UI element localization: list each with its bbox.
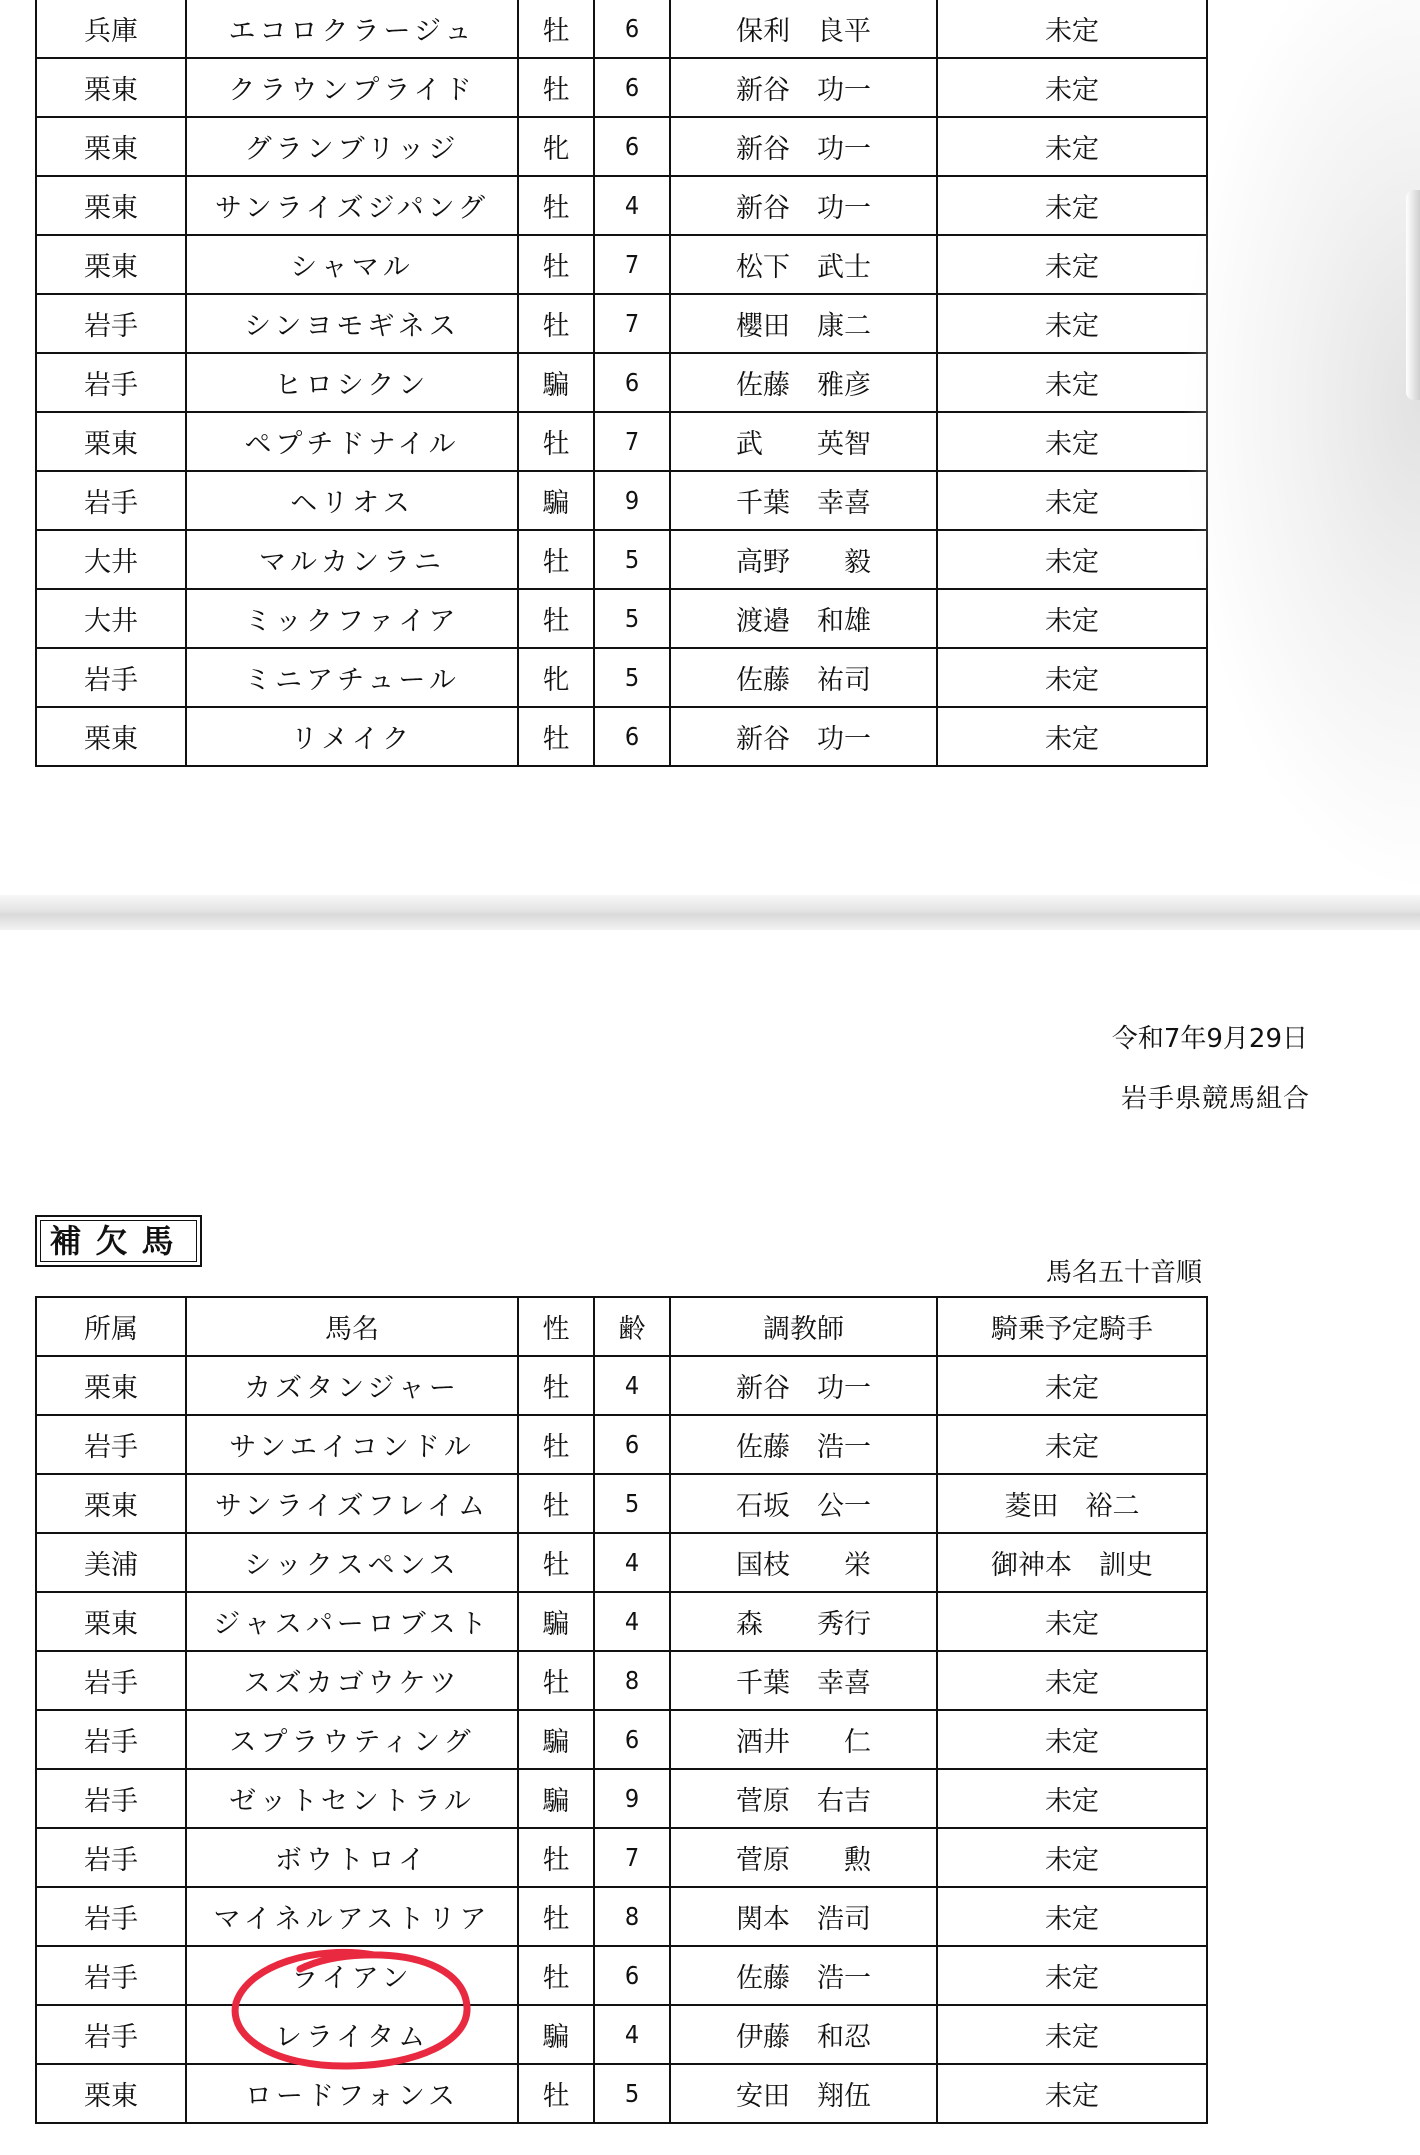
cell-affiliation: 岩手 bbox=[36, 1651, 186, 1710]
cell-age: 5 bbox=[594, 589, 670, 648]
cell-affiliation: 栗東 bbox=[36, 2064, 186, 2123]
cell-trainer: 石坂 公一 bbox=[670, 1474, 937, 1533]
page-shadow bbox=[1180, 0, 1420, 895]
cell-age: 6 bbox=[594, 707, 670, 766]
cell-sex: 牡 bbox=[518, 235, 594, 294]
cell-affiliation: 栗東 bbox=[36, 412, 186, 471]
cell-affiliation: 栗東 bbox=[36, 58, 186, 117]
cell-trainer: 高野 毅 bbox=[670, 530, 937, 589]
cell-age: 7 bbox=[594, 294, 670, 353]
cell-horse: シックスペンス bbox=[186, 1533, 518, 1592]
table-row bbox=[36, 1533, 1207, 1592]
cell-age: 4 bbox=[594, 176, 670, 235]
cell-jockey: 未定 bbox=[937, 1710, 1207, 1769]
cell-sex: 牡 bbox=[518, 0, 594, 58]
cell-trainer: 関本 浩司 bbox=[670, 1887, 937, 1946]
cell-age: 6 bbox=[594, 117, 670, 176]
cell-jockey: 未定 bbox=[937, 58, 1207, 117]
cell-sex: 牡 bbox=[518, 58, 594, 117]
cell-sex: 牡 bbox=[518, 1887, 594, 1946]
cell-age: 6 bbox=[594, 353, 670, 412]
cell-age: 5 bbox=[594, 2064, 670, 2123]
cell-affiliation: 大井 bbox=[36, 589, 186, 648]
cell-affiliation: 栗東 bbox=[36, 1356, 186, 1415]
cell-sex: 牡 bbox=[518, 589, 594, 648]
cell-trainer: 国枝 栄 bbox=[670, 1533, 937, 1592]
cell-jockey: 未定 bbox=[937, 176, 1207, 235]
cell-affiliation: 栗東 bbox=[36, 707, 186, 766]
table-row bbox=[36, 2005, 1207, 2064]
cell-affiliation: 岩手 bbox=[36, 1828, 186, 1887]
cell-trainer: 新谷 功一 bbox=[670, 176, 937, 235]
cell-horse: カズタンジャー bbox=[186, 1356, 518, 1415]
cell-affiliation: 岩手 bbox=[36, 353, 186, 412]
cell-horse: シャマル bbox=[186, 235, 518, 294]
cell-jockey: 未定 bbox=[937, 707, 1207, 766]
page-separator bbox=[0, 895, 1420, 930]
cell-jockey: 未定 bbox=[937, 530, 1207, 589]
header-jockey: 騎乗予定騎手 bbox=[937, 1297, 1207, 1356]
cell-age: 6 bbox=[594, 58, 670, 117]
cell-trainer: 千葉 幸喜 bbox=[670, 471, 937, 530]
cell-age: 4 bbox=[594, 1592, 670, 1651]
cell-jockey: 未定 bbox=[937, 1828, 1207, 1887]
cell-horse: ライアン bbox=[186, 1946, 518, 2005]
cell-affiliation: 岩手 bbox=[36, 1887, 186, 1946]
cell-horse: クラウンプライド bbox=[186, 58, 518, 117]
table-row bbox=[36, 412, 1207, 471]
organization-name: 岩手県競馬組合 bbox=[1120, 1084, 1310, 1114]
header-sex: 性 bbox=[518, 1297, 594, 1356]
cell-affiliation: 岩手 bbox=[36, 648, 186, 707]
cell-affiliation: 岩手 bbox=[36, 1710, 186, 1769]
header-age: 齢 bbox=[594, 1297, 670, 1356]
cell-trainer: 森 秀行 bbox=[670, 1592, 937, 1651]
table-row bbox=[36, 530, 1207, 589]
cell-horse: エコロクラージュ bbox=[186, 0, 518, 58]
cell-sex: 騙 bbox=[518, 1710, 594, 1769]
cell-horse: スズカゴウケツ bbox=[186, 1651, 518, 1710]
cell-jockey: 未定 bbox=[937, 1592, 1207, 1651]
cell-affiliation: 栗東 bbox=[36, 1474, 186, 1533]
cell-affiliation: 岩手 bbox=[36, 294, 186, 353]
cell-sex: 騙 bbox=[518, 2005, 594, 2064]
cell-age: 5 bbox=[594, 648, 670, 707]
cell-age: 8 bbox=[594, 1651, 670, 1710]
cell-jockey: 未定 bbox=[937, 0, 1207, 58]
cell-age: 9 bbox=[594, 1769, 670, 1828]
cell-age: 4 bbox=[594, 2005, 670, 2064]
cell-trainer: 佐藤 雅彦 bbox=[670, 353, 937, 412]
cell-age: 6 bbox=[594, 0, 670, 58]
cell-trainer: 保利 良平 bbox=[670, 0, 937, 58]
cell-affiliation: 岩手 bbox=[36, 2005, 186, 2064]
cell-horse: ロードフォンス bbox=[186, 2064, 518, 2123]
header-trainer: 調教師 bbox=[670, 1297, 937, 1356]
cell-sex: 騙 bbox=[518, 471, 594, 530]
cell-trainer: 千葉 幸喜 bbox=[670, 1651, 937, 1710]
cell-age: 8 bbox=[594, 1887, 670, 1946]
cell-jockey: 菱田 裕二 bbox=[937, 1474, 1207, 1533]
cell-jockey: 未定 bbox=[937, 1415, 1207, 1474]
cell-trainer: 伊藤 和忍 bbox=[670, 2005, 937, 2064]
cell-affiliation: 岩手 bbox=[36, 1415, 186, 1474]
table-row bbox=[36, 707, 1207, 766]
entries-table bbox=[35, 0, 1208, 767]
cell-age: 4 bbox=[594, 1356, 670, 1415]
cell-sex: 牡 bbox=[518, 707, 594, 766]
table-row bbox=[36, 1474, 1207, 1533]
cell-jockey: 未定 bbox=[937, 353, 1207, 412]
cell-affiliation: 栗東 bbox=[36, 235, 186, 294]
cell-sex: 牡 bbox=[518, 1415, 594, 1474]
cell-affiliation: 岩手 bbox=[36, 471, 186, 530]
cell-trainer: 松下 武士 bbox=[670, 235, 937, 294]
table-row bbox=[36, 176, 1207, 235]
cell-age: 9 bbox=[594, 471, 670, 530]
cell-sex: 牡 bbox=[518, 530, 594, 589]
cell-horse: サンエイコンドル bbox=[186, 1415, 518, 1474]
cell-jockey: 未定 bbox=[937, 2005, 1207, 2064]
cell-sex: 牡 bbox=[518, 1946, 594, 2005]
cell-affiliation: 大井 bbox=[36, 530, 186, 589]
cell-jockey: 未定 bbox=[937, 235, 1207, 294]
table-row bbox=[36, 235, 1207, 294]
cell-horse: マルカンラニ bbox=[186, 530, 518, 589]
table-row bbox=[36, 353, 1207, 412]
cell-affiliation: 栗東 bbox=[36, 117, 186, 176]
cell-trainer: 安田 翔伍 bbox=[670, 2064, 937, 2123]
page-1 bbox=[0, 0, 1420, 895]
cell-horse: ミニアチュール bbox=[186, 648, 518, 707]
cell-affiliation: 岩手 bbox=[36, 1769, 186, 1828]
cell-trainer: 武 英智 bbox=[670, 412, 937, 471]
cell-jockey: 未定 bbox=[937, 589, 1207, 648]
table-row bbox=[36, 1592, 1207, 1651]
cell-horse: レライタム bbox=[186, 2005, 518, 2064]
cell-jockey: 未定 bbox=[937, 1356, 1207, 1415]
cell-horse: マイネルアストリア bbox=[186, 1887, 518, 1946]
cell-trainer: 新谷 功一 bbox=[670, 1356, 937, 1415]
cell-sex: 牡 bbox=[518, 2064, 594, 2123]
section-title: 補欠馬 bbox=[35, 1215, 202, 1267]
cell-age: 7 bbox=[594, 235, 670, 294]
table-row bbox=[36, 1828, 1207, 1887]
cell-affiliation: 栗東 bbox=[36, 176, 186, 235]
table-row bbox=[36, 1887, 1207, 1946]
cell-affiliation: 美浦 bbox=[36, 1533, 186, 1592]
cell-affiliation: 兵庫 bbox=[36, 0, 186, 58]
cell-trainer: 酒井 仁 bbox=[670, 1710, 937, 1769]
cell-sex: 牡 bbox=[518, 1533, 594, 1592]
table-row bbox=[36, 0, 1207, 58]
cell-sex: 牡 bbox=[518, 294, 594, 353]
cell-age: 6 bbox=[594, 1710, 670, 1769]
table-row bbox=[36, 648, 1207, 707]
page-2 bbox=[0, 930, 1420, 2155]
table-row bbox=[36, 1946, 1207, 2005]
document-date: 令和7年9月29日 bbox=[1111, 1024, 1308, 1054]
cell-trainer: 渡邉 和雄 bbox=[670, 589, 937, 648]
cell-horse: リメイク bbox=[186, 707, 518, 766]
cell-sex: 牡 bbox=[518, 1474, 594, 1533]
table-row bbox=[36, 589, 1207, 648]
cell-trainer: 佐藤 浩一 bbox=[670, 1415, 937, 1474]
table-row bbox=[36, 117, 1207, 176]
cell-horse: ヘリオス bbox=[186, 471, 518, 530]
table-row bbox=[36, 2064, 1207, 2123]
cell-age: 6 bbox=[594, 1946, 670, 2005]
scroll-edge bbox=[1406, 190, 1420, 400]
header-affiliation: 所属 bbox=[36, 1297, 186, 1356]
cell-age: 5 bbox=[594, 1474, 670, 1533]
cell-jockey: 未定 bbox=[937, 412, 1207, 471]
cell-sex: 牝 bbox=[518, 648, 594, 707]
reserve-horses-table bbox=[35, 1296, 1208, 2124]
cell-age: 5 bbox=[594, 530, 670, 589]
cell-jockey: 未定 bbox=[937, 471, 1207, 530]
cell-horse: シンヨモギネス bbox=[186, 294, 518, 353]
cell-sex: 牡 bbox=[518, 1651, 594, 1710]
cell-horse: ジャスパーロブスト bbox=[186, 1592, 518, 1651]
cell-jockey: 未定 bbox=[937, 1946, 1207, 2005]
table-header-row bbox=[36, 1297, 1207, 1356]
cell-sex: 牡 bbox=[518, 1828, 594, 1887]
cell-horse: サンライズフレイム bbox=[186, 1474, 518, 1533]
table-row bbox=[36, 1769, 1207, 1828]
cell-trainer: 菅原 右吉 bbox=[670, 1769, 937, 1828]
cell-horse: サンライズジパング bbox=[186, 176, 518, 235]
cell-age: 7 bbox=[594, 1828, 670, 1887]
cell-sex: 牡 bbox=[518, 412, 594, 471]
cell-jockey: 未定 bbox=[937, 1769, 1207, 1828]
order-note: 馬名五十音順 bbox=[1045, 1258, 1202, 1288]
table-row bbox=[36, 58, 1207, 117]
table-row bbox=[36, 1710, 1207, 1769]
cell-horse: ボウトロイ bbox=[186, 1828, 518, 1887]
cell-jockey: 未定 bbox=[937, 117, 1207, 176]
cell-sex: 騙 bbox=[518, 1769, 594, 1828]
cell-jockey: 未定 bbox=[937, 1651, 1207, 1710]
table-row bbox=[36, 1356, 1207, 1415]
cell-trainer: 新谷 功一 bbox=[670, 117, 937, 176]
cell-jockey: 未定 bbox=[937, 294, 1207, 353]
cell-affiliation: 岩手 bbox=[36, 1946, 186, 2005]
cell-sex: 牝 bbox=[518, 117, 594, 176]
cell-affiliation: 栗東 bbox=[36, 1592, 186, 1651]
cell-horse: スプラウティング bbox=[186, 1710, 518, 1769]
cell-sex: 牡 bbox=[518, 1356, 594, 1415]
table-row bbox=[36, 294, 1207, 353]
cell-age: 4 bbox=[594, 1533, 670, 1592]
cell-jockey: 未定 bbox=[937, 1887, 1207, 1946]
cell-sex: 牡 bbox=[518, 176, 594, 235]
cell-trainer: 新谷 功一 bbox=[670, 58, 937, 117]
cell-sex: 騙 bbox=[518, 1592, 594, 1651]
cell-horse: ヒロシクン bbox=[186, 353, 518, 412]
cell-trainer: 菅原 勲 bbox=[670, 1828, 937, 1887]
cell-jockey: 未定 bbox=[937, 2064, 1207, 2123]
cell-trainer: 佐藤 浩一 bbox=[670, 1946, 937, 2005]
cell-jockey: 未定 bbox=[937, 648, 1207, 707]
table-row bbox=[36, 1651, 1207, 1710]
cell-horse: ペプチドナイル bbox=[186, 412, 518, 471]
cell-age: 6 bbox=[594, 1415, 670, 1474]
cell-horse: グランブリッジ bbox=[186, 117, 518, 176]
cell-horse: ゼットセントラル bbox=[186, 1769, 518, 1828]
cell-age: 7 bbox=[594, 412, 670, 471]
cell-horse: ミックファイア bbox=[186, 589, 518, 648]
cell-sex: 騙 bbox=[518, 353, 594, 412]
cell-trainer: 櫻田 康二 bbox=[670, 294, 937, 353]
cell-trainer: 新谷 功一 bbox=[670, 707, 937, 766]
cell-trainer: 佐藤 祐司 bbox=[670, 648, 937, 707]
header-horse: 馬名 bbox=[186, 1297, 518, 1356]
cell-jockey: 御神本 訓史 bbox=[937, 1533, 1207, 1592]
table-row bbox=[36, 471, 1207, 530]
table-row bbox=[36, 1415, 1207, 1474]
